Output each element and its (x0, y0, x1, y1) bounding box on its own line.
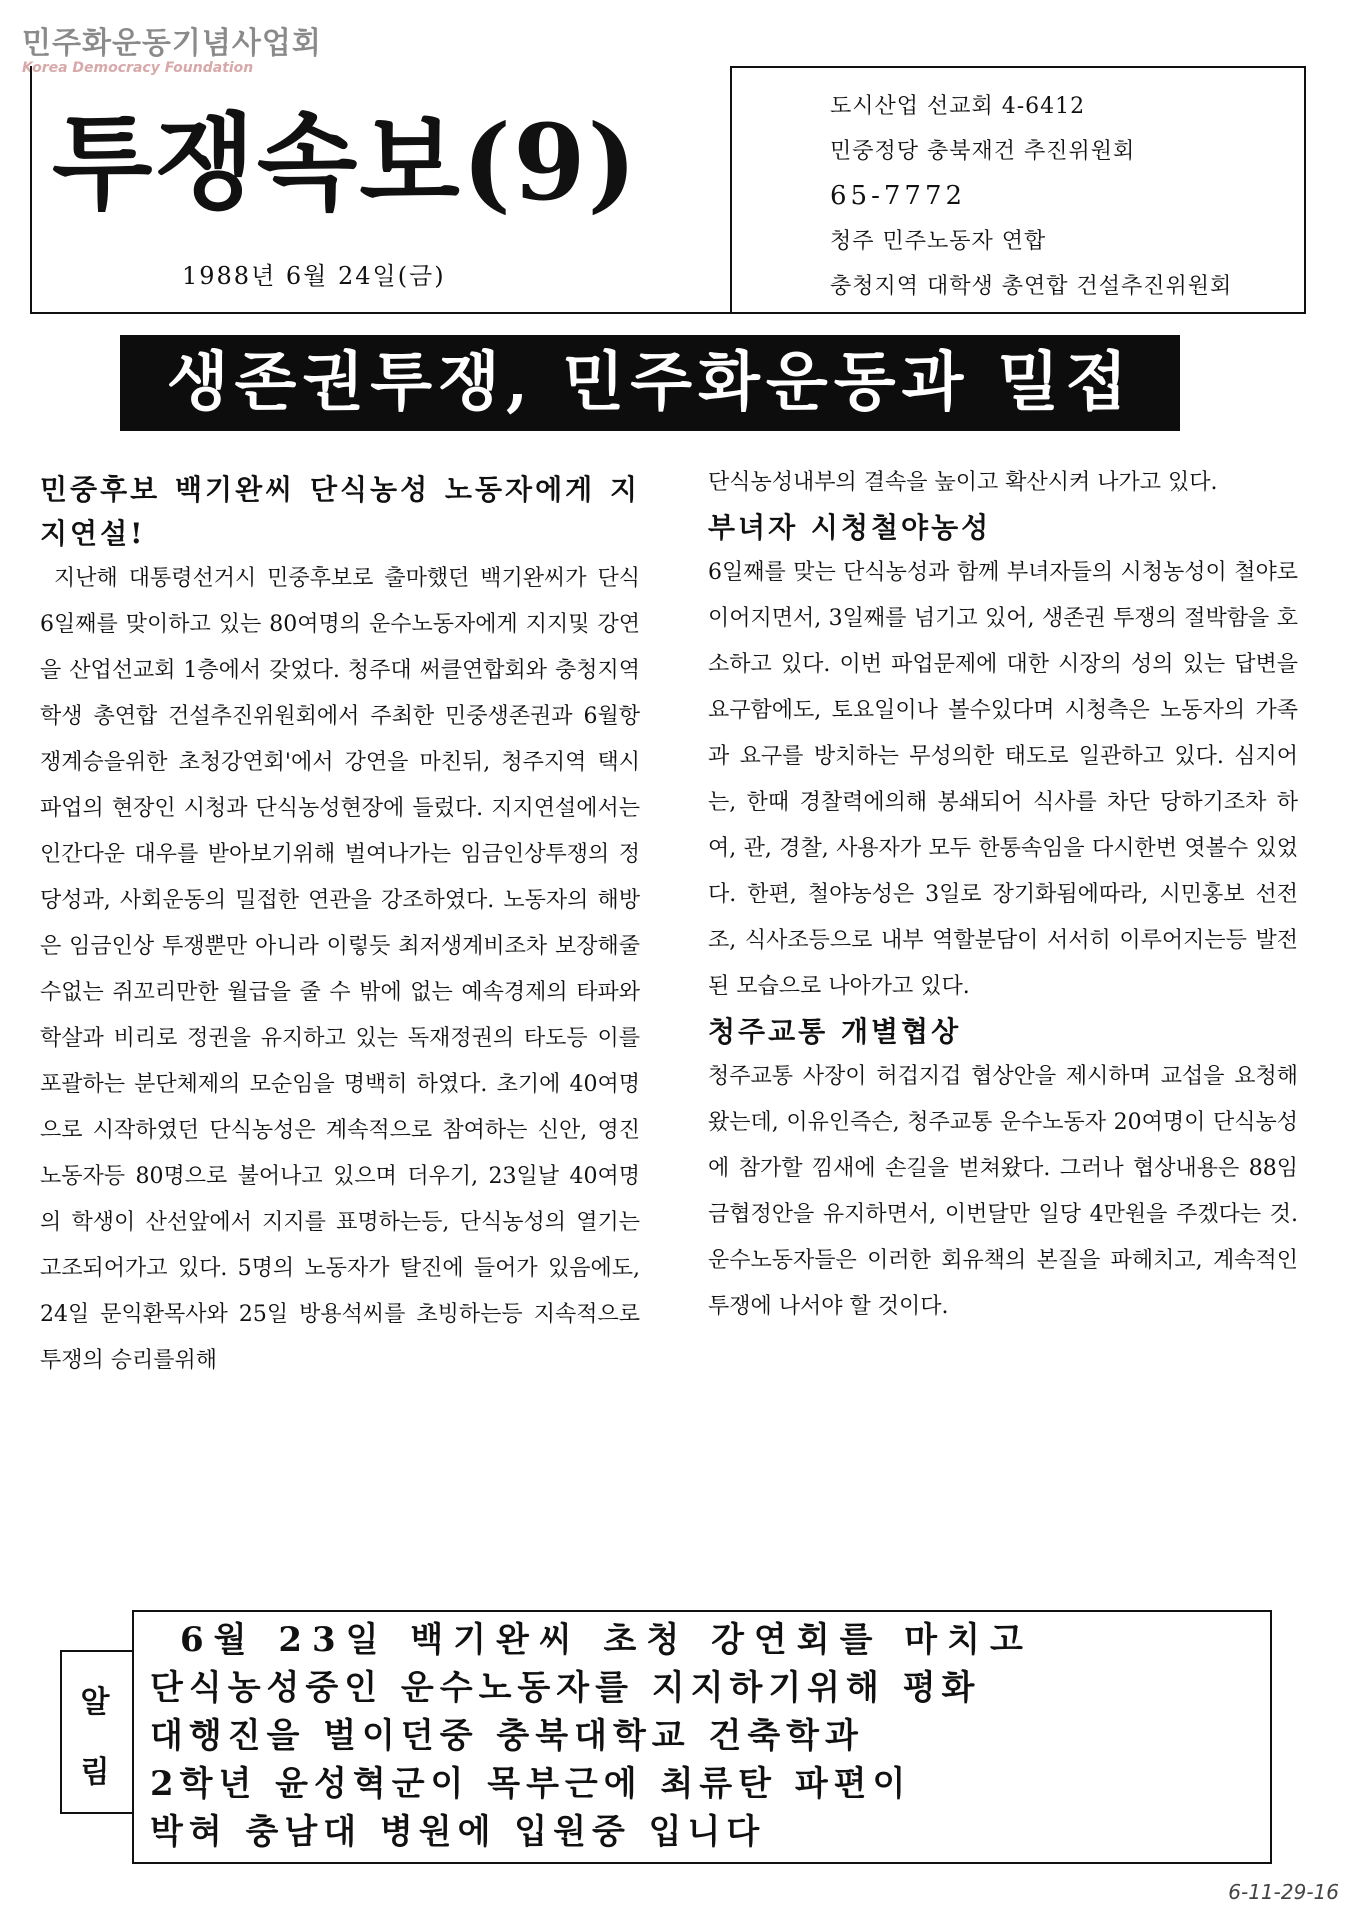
notice-line: 대행진을 벌이던중 충북대학교 건축학과 (150, 1716, 864, 1756)
contact-item: 청주 민주노동자 연합 (830, 229, 1047, 254)
left-body: 지난해 대통령선거시 민중후보로 출마했던 백기완씨가 단식 6일째를 맞이하고 있는 80여명의 운수노동자에게 지지및 강연을 산업선교회 1층에서 갖었다. 청주대 써클연합회와 충청지역학생 총연합 건설추진위원회에서 주최한 민중생존권과 6월항쟁계승을위한 초청강연회'에서 강연을 마친뒤, 청주지역 택시파업의 현장인 시청과 단식농성현장에 들렀다. 지지연설에서는 인간다운 대우를 받아보기위해 벌여나가는 임금인상투쟁의 정당성과, 사회운동의 밀접한 연관을 강조하였다. 노동자의 해방은 임금인상 투쟁뿐만 아니라 이렇듯 최저생계비조차 보장해줄수없는 쥐꼬리만한 월급을 줄 수 밖에 없는 예속경제의 타파와 학살과 비리로 정권을 유지하고 있는 독재정권의 타도등 이를 포괄하는 분단체제의 모순임을 명백히 하였다. 초기에 40여명으로 시작하였던 단식농성은 계속적으로 참여하는 신안, 영진노동자등 80명으로 불어나고 있으며 더우기, 23일날 40여명의 학생이 산선앞에서 지지를 표명하는등, 단식농성의 열기는 고조되어가고 있다. 5명의 노동자가 탈진에 들어가 있음에도, 24일 문익환목사와 25일 방용석씨를 초빙하는등 지속적으로 투쟁의 승리를위해 (40, 566, 640, 1373)
left-headline: 민중후보 백기완씨 단식농성 노동자에게 지지연설! (40, 473, 640, 550)
watermark-english: Korea Democracy Foundation (22, 60, 254, 76)
section-headline: 청주교통 개별협상 (708, 1015, 962, 1048)
left-column (40, 468, 640, 1384)
section-body: 6일째를 맞는 단식농성과 함께 부녀자들의 시청농성이 철야로 이어지면서, 3일째를 넘기고 있어, 생존권 투쟁의 절박함을 호소하고 있다. 이번 파업문제에 대한 시장의 성의 있는 답변을 요구함에도, 토요일이나 볼수있다며 시청측은 노동자의 가족과 요구를 방치하는 무성의한 태도로 일관하고 있다. 심지어는, 한때 경찰력에의해 봉쇄되어 식사를 차단 당하기조차 하여, 관, 경찰, 사용자가 모두 한통속임을 다시한번 엿볼수 있었다. 한편, 철야농성은 3일로 장기화됨에따라, 시민홍보 선전조, 식사조등으로 내부 역할분담이 서서히 이루어지는등 발전된 모습으로 나아가고 있다. (708, 560, 1298, 999)
notice-label: 알림 (80, 1685, 110, 1790)
right-intro: 단식농성내부의 결속을 높이고 확산시켜 나가고 있다. (708, 470, 1218, 495)
contact-list (830, 84, 1232, 309)
watermark-korean: 민주화운동기념사업회 (22, 26, 322, 61)
contact-item: 충청지역 대학생 총연합 건설추진위원회 (830, 274, 1233, 299)
notice-line: 박혀 충남대 병원에 입원중 입니다 (150, 1812, 766, 1852)
contact-item: 도시산업 선교회 4-6412 (830, 94, 1086, 119)
handwritten-mark: 6-11-29-16 (1228, 1880, 1339, 1904)
notice-line: 단식농성중인 운수노동자를 지지하기위해 평화 (150, 1668, 981, 1708)
masthead-title: 투쟁속보(9) (52, 101, 639, 224)
notice-line: 2학년 윤성혁군이 목부근에 최류탄 파편이 (150, 1764, 912, 1804)
contact-panel (730, 66, 1306, 312)
section-body: 청주교통 사장이 허겁지겁 협상안을 제시하며 교섭을 요청해왔는데, 이유인즉슨, 청주교통 운수노동자 20여명이 단식농성에 참가할 낌새에 손길을 벋쳐왔다. 그러나 협상내용은 88임금협정안을 유지하면서, 이번달만 일당 4만원을 주겠다는 것. 운수노동자들은 이러한 회유책의 본질을 파헤치고, 계속적인 투쟁에 나서야 할 것이다. (708, 1064, 1298, 1319)
notice-text (150, 1616, 1250, 1856)
right-column (708, 460, 1298, 1330)
contact-item: 민중정당 충북재건 추진위원회 (830, 139, 1136, 164)
notice-box (60, 1610, 1270, 1862)
headline-banner: 생존권투쟁, 민주화운동과 밀접 (120, 335, 1180, 431)
contact-item: 65-7772 (830, 181, 967, 211)
issue-date: 1988년 6월 24일(금) (182, 262, 446, 290)
section-headline: 부녀자 시청철야농성 (708, 511, 992, 544)
masthead-header (30, 66, 1306, 314)
notice-line: 6월 23일 백기완씨 초청 강연회를 마치고 (180, 1620, 1033, 1660)
masthead-title-panel (30, 66, 732, 312)
